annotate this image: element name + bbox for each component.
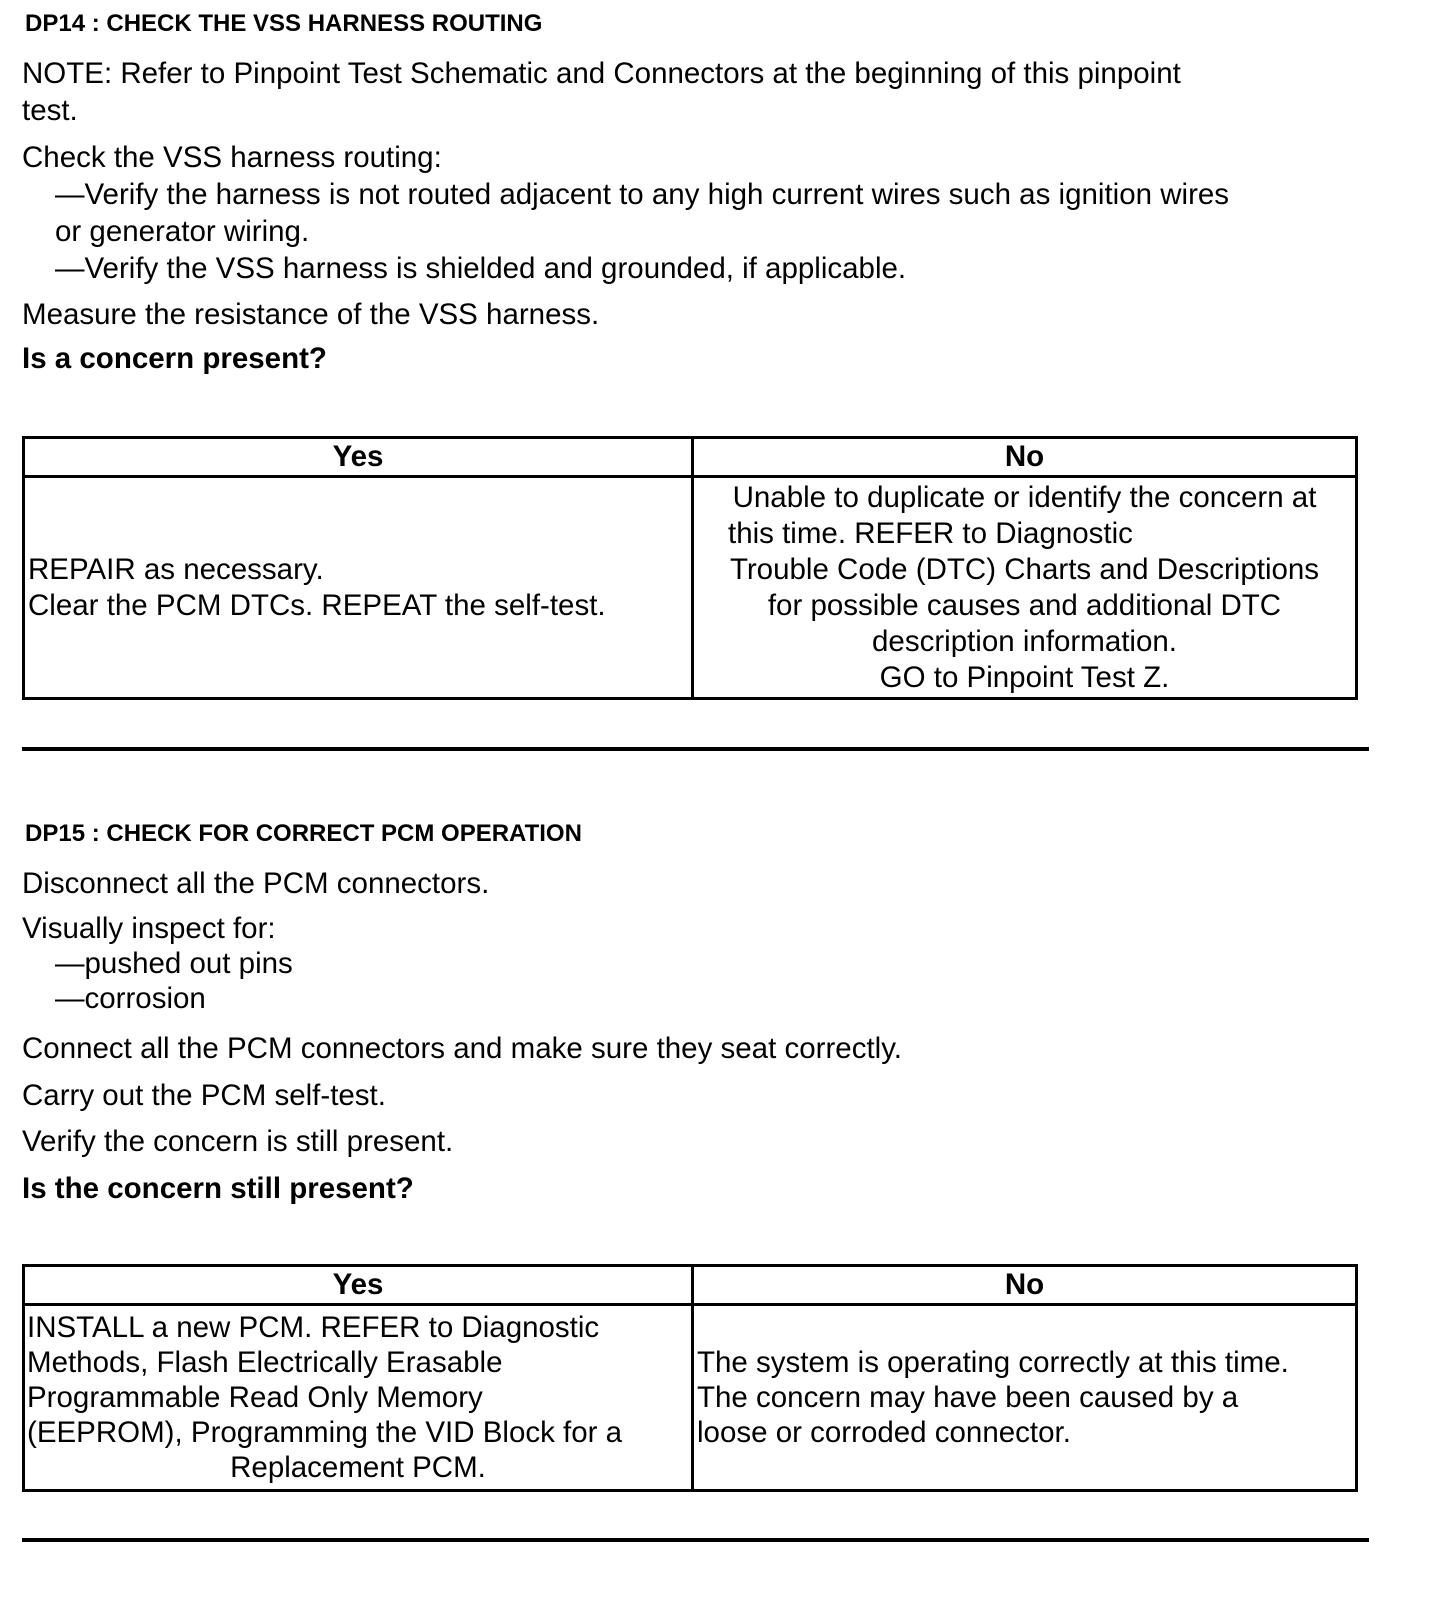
cell-line: The system is operating correctly at this time. — [697, 1346, 1289, 1379]
dp15-connect: Connect all the PCM connectors and make sure they seat correctly. — [22, 1032, 902, 1065]
cell-line: Clear the PCM DTCs. REPEAT the self-test. — [28, 588, 606, 622]
dp14-question: Is a concern present? — [22, 342, 327, 375]
bullet-item: —Verify the VSS harness is shielded and grounded, if applicable. — [55, 252, 907, 285]
cell-line: Unable to duplicate or identify the concern at — [732, 480, 1317, 514]
bullet-item: —corrosion — [55, 982, 206, 1015]
section-divider — [22, 747, 1369, 751]
cell-line: loose or corroded connector. — [697, 1416, 1071, 1449]
dp15-question: Is the concern still present? — [22, 1172, 414, 1205]
dp15-result-table — [22, 1264, 1358, 1492]
cell-line: description information. — [872, 624, 1177, 658]
cell-line: Programmable Read Only Memory — [27, 1381, 483, 1414]
cell-line: INSTALL a new PCM. REFER to Diagnostic — [27, 1311, 600, 1344]
section-divider — [22, 1538, 1369, 1542]
yes-header: Yes — [24, 1266, 693, 1305]
cell-line: REPAIR as necessary. — [28, 552, 324, 586]
bullet-item: —Verify the harness is not routed adjacent to any high current wires such as ignition wires — [55, 178, 1230, 211]
cell-line: (EEPROM), Programming the VID Block for a — [27, 1416, 623, 1449]
dp14-check — [22, 139, 1229, 287]
check-text: Check the VSS harness routing: — [22, 141, 442, 174]
cell-line: Replacement PCM. — [230, 1451, 486, 1484]
cell-line: Trouble Code (DTC) Charts and Descriptions — [729, 552, 1320, 586]
cell-line: Methods, Flash Electrically Erasable — [27, 1346, 503, 1379]
yes-cell — [24, 477, 693, 699]
bullet-item: —pushed out pins — [55, 947, 293, 980]
note-line: NOTE: Refer to Pinpoint Test Schematic and Connectors at the beginning of this pinpoint — [22, 57, 1181, 90]
note-line: test. — [22, 94, 78, 127]
dp15-verify: Verify the concern is still present. — [22, 1125, 454, 1158]
bullet-item-cont: or generator wiring. — [55, 215, 310, 248]
dp15-disconnect: Disconnect all the PCM connectors. — [22, 867, 490, 900]
dp15-carry: Carry out the PCM self-test. — [22, 1079, 386, 1112]
dp14-result-table — [22, 436, 1358, 700]
no-header: No — [693, 1266, 1357, 1305]
cell-line: GO to Pinpoint Test Z. — [879, 660, 1170, 694]
no-cell — [693, 477, 1357, 699]
yes-cell — [24, 1305, 693, 1491]
dp14-measure: Measure the resistance of the VSS harness. — [22, 298, 600, 331]
no-header: No — [693, 438, 1357, 477]
no-cell — [693, 1305, 1357, 1491]
inspect-text: Visually inspect for: — [22, 912, 276, 945]
dp14-heading: DP14 : CHECK THE VSS HARNESS ROUTING — [25, 10, 543, 37]
cell-line: for possible causes and additional DTC — [767, 588, 1282, 622]
dp15-inspect — [22, 911, 293, 1016]
cell-line: this time. REFER to Diagnostic — [728, 516, 1133, 550]
yes-header: Yes — [24, 438, 693, 477]
cell-line: The concern may have been caused by a — [697, 1381, 1239, 1414]
dp14-note — [22, 55, 1181, 129]
dp15-heading: DP15 : CHECK FOR CORRECT PCM OPERATION — [25, 820, 582, 847]
